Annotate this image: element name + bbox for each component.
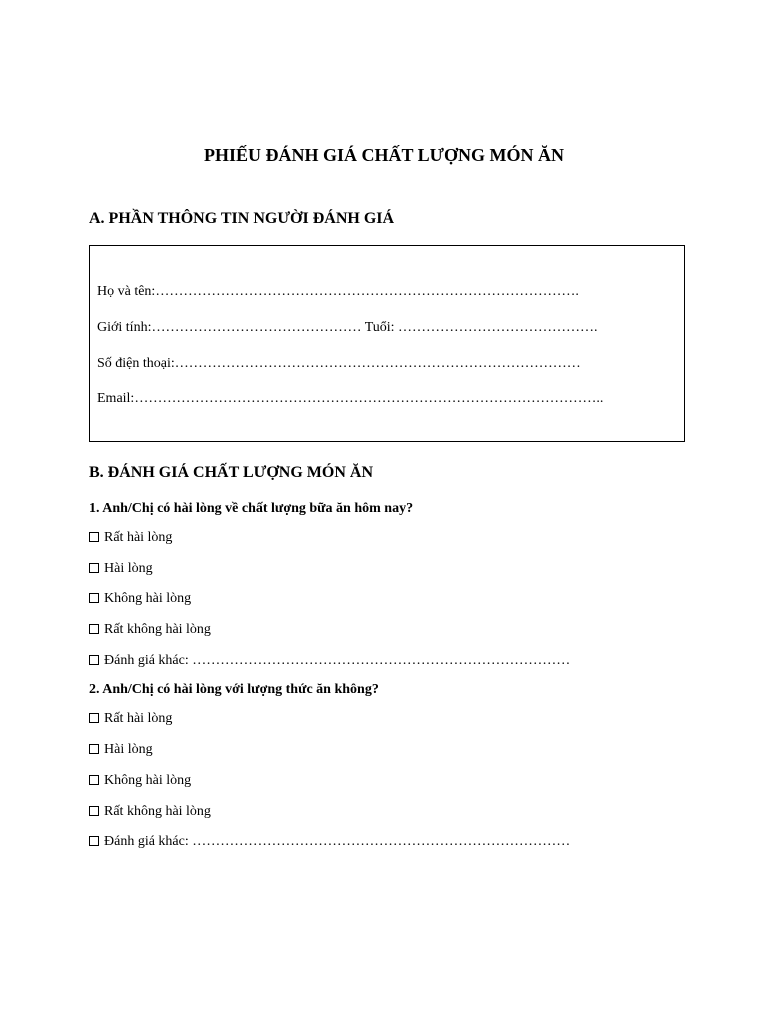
option-label: Rất hài lòng — [104, 711, 173, 726]
section-b-heading: B. ĐÁNH GIÁ CHẤT LƯỢNG MÓN ĂN — [89, 464, 374, 481]
question-1: 1. Anh/Chị có hài lòng về chất lượng bữa ăn hôm nay? — [89, 501, 414, 516]
option-label: Không hài lòng — [104, 773, 192, 788]
q2-option-satisfied[interactable] — [89, 741, 153, 759]
checkbox-icon[interactable] — [89, 806, 99, 816]
checkbox-icon[interactable] — [89, 775, 99, 785]
q1-option-very-satisfied[interactable] — [89, 529, 172, 547]
checkbox-icon[interactable] — [89, 624, 99, 634]
q1-option-not-satisfied[interactable] — [89, 590, 191, 608]
q2-option-very-unsatisfied[interactable] — [89, 803, 211, 821]
document-title: PHIẾU ĐÁNH GIÁ CHẤT LƯỢNG MÓN ĂN — [203, 145, 564, 165]
option-label: Rất không hài lòng — [104, 804, 211, 819]
email-field[interactable]: Email:……………………………………………………………………………………….. — [97, 391, 604, 406]
gender-age-field[interactable]: Giới tính:……………………………………… Tuổi: ……………………………………. — [97, 320, 598, 335]
info-box — [89, 245, 685, 442]
checkbox-icon[interactable] — [89, 836, 99, 846]
checkbox-icon[interactable] — [89, 655, 99, 665]
checkbox-icon[interactable] — [89, 744, 99, 754]
checkbox-icon[interactable] — [89, 713, 99, 723]
section-a-heading: A. PHẦN THÔNG TIN NGƯỜI ĐÁNH GIÁ — [89, 210, 395, 227]
phone-field[interactable]: Số điện thoại:…………………………………………………………………………… — [97, 356, 581, 371]
option-label: Không hài lòng — [104, 591, 192, 606]
q2-option-very-satisfied[interactable] — [89, 710, 172, 728]
q1-option-other[interactable] — [89, 652, 570, 670]
name-field[interactable]: Họ và tên:………………………………………………………………………………. — [97, 284, 579, 299]
checkbox-icon[interactable] — [89, 532, 99, 542]
option-label: Đánh giá khác: ……………………………………………………………………… — [104, 653, 571, 668]
checkbox-icon[interactable] — [89, 563, 99, 573]
q1-option-satisfied[interactable] — [89, 560, 153, 578]
option-label: Đánh giá khác: ……………………………………………………………………… — [104, 834, 571, 849]
checkbox-icon[interactable] — [89, 593, 99, 603]
q2-option-other[interactable] — [89, 833, 570, 851]
q2-option-not-satisfied[interactable] — [89, 772, 191, 790]
q1-option-very-unsatisfied[interactable] — [89, 621, 211, 639]
option-label: Hài lòng — [104, 742, 153, 757]
option-label: Rất hài lòng — [104, 530, 173, 545]
option-label: Rất không hài lòng — [104, 622, 211, 637]
option-label: Hài lòng — [104, 561, 153, 576]
question-2: 2. Anh/Chị có hài lòng với lượng thức ăn không? — [89, 682, 379, 697]
